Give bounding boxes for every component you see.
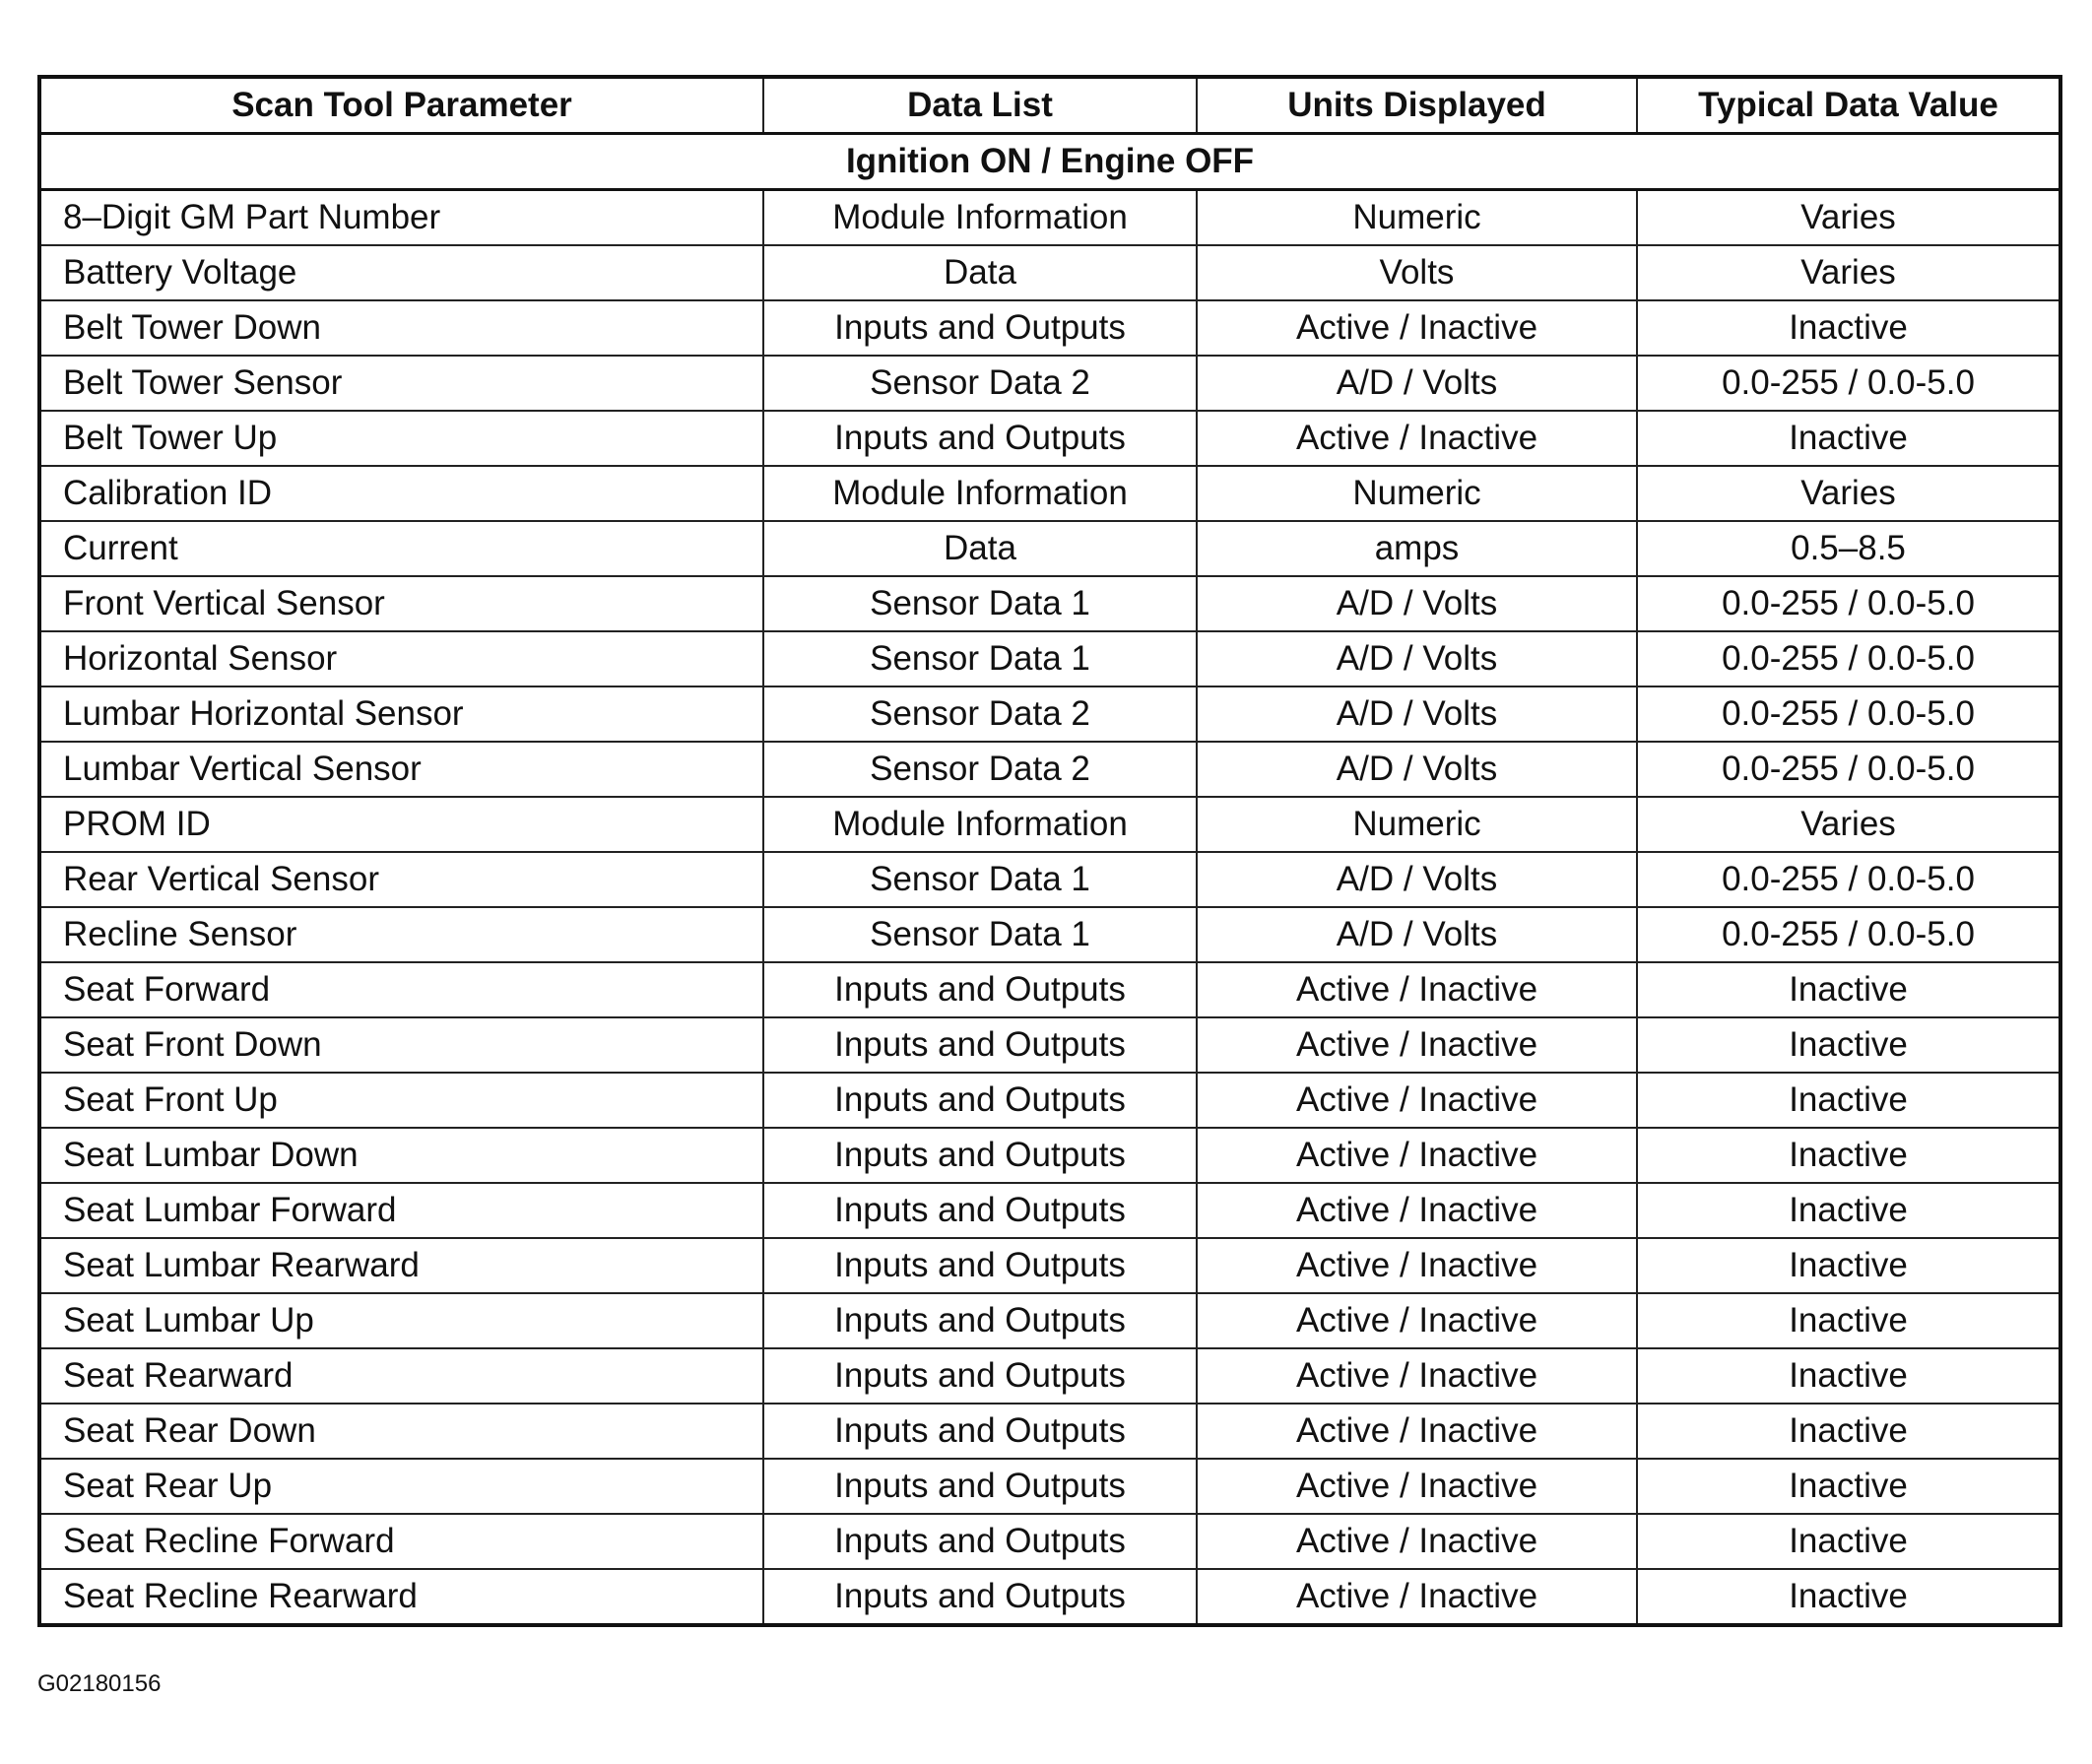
cell-data-list: Sensor Data 1 [763,576,1197,631]
cell-units: A/D / Volts [1197,576,1637,631]
cell-typical-value: 0.0-255 / 0.0-5.0 [1637,631,2060,686]
cell-units: Active / Inactive [1197,411,1637,466]
cell-typical-value: Inactive [1637,1293,2060,1348]
cell-parameter: PROM ID [39,797,763,852]
cell-units: Active / Inactive [1197,1238,1637,1293]
cell-data-list: Inputs and Outputs [763,1017,1197,1073]
cell-parameter: Belt Tower Sensor [39,356,763,411]
cell-parameter: Rear Vertical Sensor [39,852,763,907]
table-row [39,1569,2060,1625]
table-row [39,576,2060,631]
cell-data-list: Sensor Data 1 [763,907,1197,962]
table-row [39,1017,2060,1073]
table-body [39,134,2060,1626]
table-row [39,300,2060,356]
section-row [39,134,2060,190]
cell-units: Volts [1197,245,1637,300]
cell-data-list: Module Information [763,190,1197,246]
table-row [39,245,2060,300]
cell-parameter: Lumbar Horizontal Sensor [39,686,763,742]
cell-data-list: Inputs and Outputs [763,1514,1197,1569]
cell-typical-value: Inactive [1637,1183,2060,1238]
scan-tool-data-table [37,75,2062,1627]
cell-typical-value: Varies [1637,245,2060,300]
table-row [39,1183,2060,1238]
cell-parameter: Front Vertical Sensor [39,576,763,631]
cell-data-list: Inputs and Outputs [763,1238,1197,1293]
cell-typical-value: Inactive [1637,300,2060,356]
cell-units: Active / Inactive [1197,1348,1637,1404]
cell-units: Active / Inactive [1197,1183,1637,1238]
cell-data-list: Inputs and Outputs [763,411,1197,466]
cell-parameter: Seat Lumbar Up [39,1293,763,1348]
cell-units: Active / Inactive [1197,1073,1637,1128]
cell-typical-value: Varies [1637,466,2060,521]
cell-typical-value: Inactive [1637,411,2060,466]
cell-parameter: Seat Recline Forward [39,1514,763,1569]
cell-typical-value: Inactive [1637,1017,2060,1073]
cell-units: Numeric [1197,797,1637,852]
cell-units: Active / Inactive [1197,300,1637,356]
cell-parameter: Seat Rearward [39,1348,763,1404]
cell-units: A/D / Volts [1197,852,1637,907]
table-row [39,466,2060,521]
table-header [39,77,2060,134]
table-row [39,631,2060,686]
cell-data-list: Module Information [763,466,1197,521]
table-row [39,852,2060,907]
cell-typical-value: Inactive [1637,1459,2060,1514]
section-title: Ignition ON / Engine OFF [39,134,2060,190]
table-row [39,1238,2060,1293]
cell-typical-value: 0.0-255 / 0.0-5.0 [1637,576,2060,631]
cell-typical-value: 0.0-255 / 0.0-5.0 [1637,742,2060,797]
cell-parameter: Lumbar Vertical Sensor [39,742,763,797]
cell-data-list: Data [763,521,1197,576]
cell-units: Numeric [1197,466,1637,521]
cell-parameter: Battery Voltage [39,245,763,300]
table-row [39,1404,2060,1459]
cell-typical-value: Inactive [1637,962,2060,1017]
cell-data-list: Sensor Data 2 [763,686,1197,742]
table-row [39,521,2060,576]
cell-data-list: Inputs and Outputs [763,962,1197,1017]
cell-data-list: Data [763,245,1197,300]
cell-typical-value: Inactive [1637,1348,2060,1404]
table-row [39,686,2060,742]
cell-typical-value: 0.0-255 / 0.0-5.0 [1637,907,2060,962]
table-row [39,1459,2060,1514]
cell-parameter: Seat Forward [39,962,763,1017]
table-row [39,1514,2060,1569]
cell-units: Active / Inactive [1197,1459,1637,1514]
cell-parameter: Belt Tower Up [39,411,763,466]
cell-data-list: Inputs and Outputs [763,1569,1197,1625]
cell-parameter: Seat Lumbar Rearward [39,1238,763,1293]
cell-typical-value: Inactive [1637,1569,2060,1625]
cell-parameter: Horizontal Sensor [39,631,763,686]
cell-parameter: Seat Rear Up [39,1459,763,1514]
header-typical-data-value: Typical Data Value [1637,77,2060,134]
cell-parameter: 8–Digit GM Part Number [39,190,763,246]
cell-data-list: Module Information [763,797,1197,852]
cell-parameter: Current [39,521,763,576]
cell-units: Active / Inactive [1197,962,1637,1017]
header-units-displayed: Units Displayed [1197,77,1637,134]
cell-parameter: Belt Tower Down [39,300,763,356]
table-row [39,1073,2060,1128]
header-data-list: Data List [763,77,1197,134]
cell-parameter: Seat Rear Down [39,1404,763,1459]
cell-units: A/D / Volts [1197,686,1637,742]
cell-units: Active / Inactive [1197,1404,1637,1459]
cell-units: A/D / Volts [1197,356,1637,411]
cell-units: Active / Inactive [1197,1293,1637,1348]
table-row [39,356,2060,411]
cell-units: Active / Inactive [1197,1569,1637,1625]
cell-typical-value: Inactive [1637,1128,2060,1183]
cell-data-list: Sensor Data 1 [763,852,1197,907]
cell-typical-value: 0.0-255 / 0.0-5.0 [1637,686,2060,742]
cell-parameter: Seat Front Up [39,1073,763,1128]
table-row [39,742,2060,797]
cell-units: Active / Inactive [1197,1017,1637,1073]
table-row [39,907,2060,962]
cell-data-list: Inputs and Outputs [763,1404,1197,1459]
cell-units: Active / Inactive [1197,1514,1637,1569]
cell-data-list: Sensor Data 1 [763,631,1197,686]
cell-parameter: Seat Lumbar Down [39,1128,763,1183]
cell-typical-value: Varies [1637,190,2060,246]
table-row [39,1128,2060,1183]
cell-data-list: Sensor Data 2 [763,742,1197,797]
cell-data-list: Inputs and Outputs [763,1183,1197,1238]
figure-id: G02180156 [37,1670,162,1697]
cell-parameter: Recline Sensor [39,907,763,962]
cell-units: amps [1197,521,1637,576]
table-row [39,1293,2060,1348]
cell-units: Active / Inactive [1197,1128,1637,1183]
cell-units: Numeric [1197,190,1637,246]
header-row [39,77,2060,134]
header-scan-tool-parameter: Scan Tool Parameter [39,77,763,134]
cell-parameter: Calibration ID [39,466,763,521]
cell-typical-value: Varies [1637,797,2060,852]
cell-data-list: Inputs and Outputs [763,1348,1197,1404]
table-row [39,797,2060,852]
cell-data-list: Inputs and Outputs [763,1459,1197,1514]
table-row [39,962,2060,1017]
cell-data-list: Inputs and Outputs [763,1293,1197,1348]
cell-typical-value: Inactive [1637,1238,2060,1293]
cell-typical-value: Inactive [1637,1404,2060,1459]
cell-units: A/D / Volts [1197,742,1637,797]
cell-parameter: Seat Recline Rearward [39,1569,763,1625]
cell-data-list: Sensor Data 2 [763,356,1197,411]
cell-data-list: Inputs and Outputs [763,1073,1197,1128]
cell-typical-value: Inactive [1637,1073,2060,1128]
cell-typical-value: Inactive [1637,1514,2060,1569]
cell-typical-value: 0.0-255 / 0.0-5.0 [1637,852,2060,907]
table-row [39,411,2060,466]
table-row [39,190,2060,246]
cell-parameter: Seat Lumbar Forward [39,1183,763,1238]
cell-typical-value: 0.5–8.5 [1637,521,2060,576]
cell-parameter: Seat Front Down [39,1017,763,1073]
cell-data-list: Inputs and Outputs [763,300,1197,356]
cell-units: A/D / Volts [1197,907,1637,962]
cell-units: A/D / Volts [1197,631,1637,686]
table-row [39,1348,2060,1404]
cell-typical-value: 0.0-255 / 0.0-5.0 [1637,356,2060,411]
cell-data-list: Inputs and Outputs [763,1128,1197,1183]
